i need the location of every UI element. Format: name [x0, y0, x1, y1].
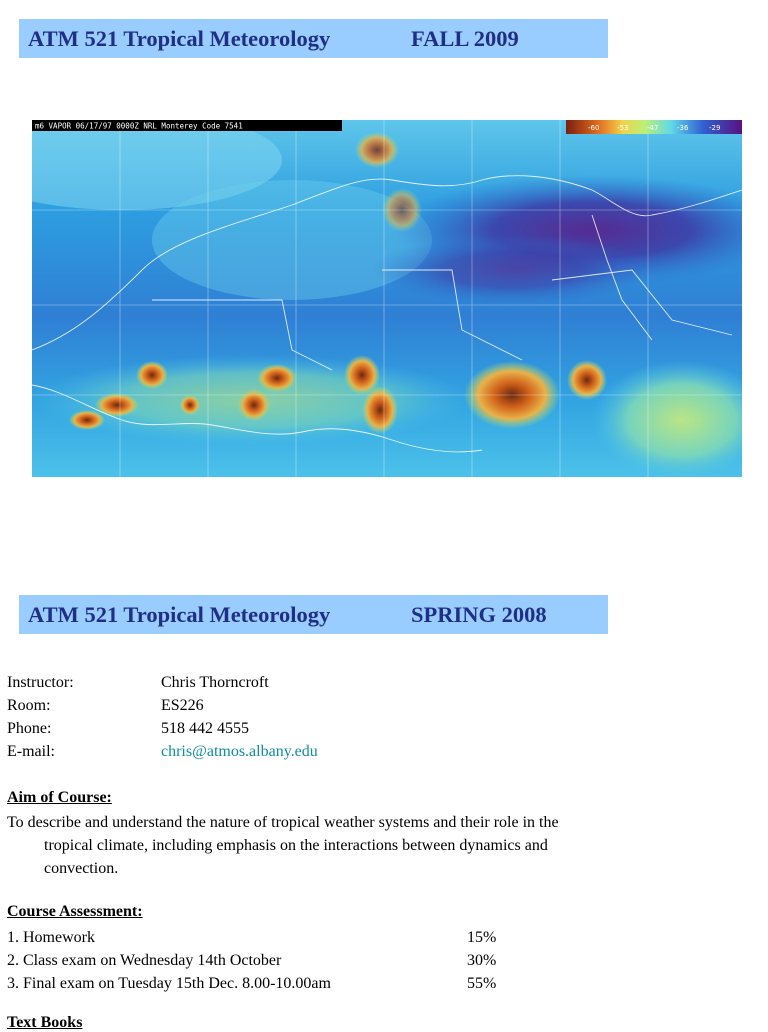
assessment-percent: 15% — [467, 929, 497, 946]
info-label: E-mail: — [7, 743, 55, 760]
scale-label: -47 — [647, 124, 659, 132]
banner-term: FALL 2009 — [411, 26, 519, 51]
banner-title: ATM 521 Tropical Meteorology — [28, 26, 331, 51]
course-title-banner-fall — [19, 19, 608, 58]
satellite-water-vapor-image — [32, 120, 742, 477]
aim-line: To describe and understand the nature of tropical weather systems and their role in the — [7, 814, 559, 831]
instructor-name: Chris Thorncroft — [161, 674, 269, 691]
assessment-item: 3. Final exam on Tuesday 15th Dec. 8.00-10.00am — [7, 975, 331, 992]
room-value: ES226 — [161, 697, 204, 714]
info-label: Instructor: — [7, 674, 74, 691]
banner-title: ATM 521 Tropical Meteorology — [28, 602, 331, 627]
textbooks-heading-partial: Text Books — [7, 1014, 83, 1031]
scale-label: -36 — [677, 124, 689, 132]
email-link[interactable]: chris@atmos.albany.edu — [161, 743, 318, 760]
course-title-banner-spring — [19, 595, 608, 634]
assessment-row — [7, 949, 607, 972]
banner-term: SPRING 2008 — [411, 602, 547, 627]
assessment-row — [7, 926, 607, 949]
info-label: Phone: — [7, 720, 52, 737]
scale-label: -53 — [617, 124, 629, 132]
info-label: Room: — [7, 697, 51, 714]
assessment-row — [7, 972, 607, 995]
assessment-heading: Course Assessment: — [7, 903, 143, 920]
assessment-item: 2. Class exam on Wednesday 14th October — [7, 952, 282, 969]
assessment-item: 1. Homework — [7, 929, 95, 946]
aim-paragraph — [7, 811, 697, 880]
scale-label: -29 — [709, 124, 721, 132]
aim-heading: Aim of Course: — [7, 789, 112, 806]
aim-line: tropical climate, including emphasis on the interactions between dynamics and — [44, 837, 548, 854]
assessment-percent: 55% — [467, 975, 497, 992]
satellite-header-text: m6 VAPOR 06/17/97 0000Z NRL Monterey Code 7541 — [35, 121, 243, 131]
assessment-percent: 30% — [467, 952, 497, 969]
scale-label: -60 — [588, 124, 600, 132]
phone-value: 518 442 4555 — [161, 720, 249, 737]
aim-line: convection. — [44, 860, 119, 877]
